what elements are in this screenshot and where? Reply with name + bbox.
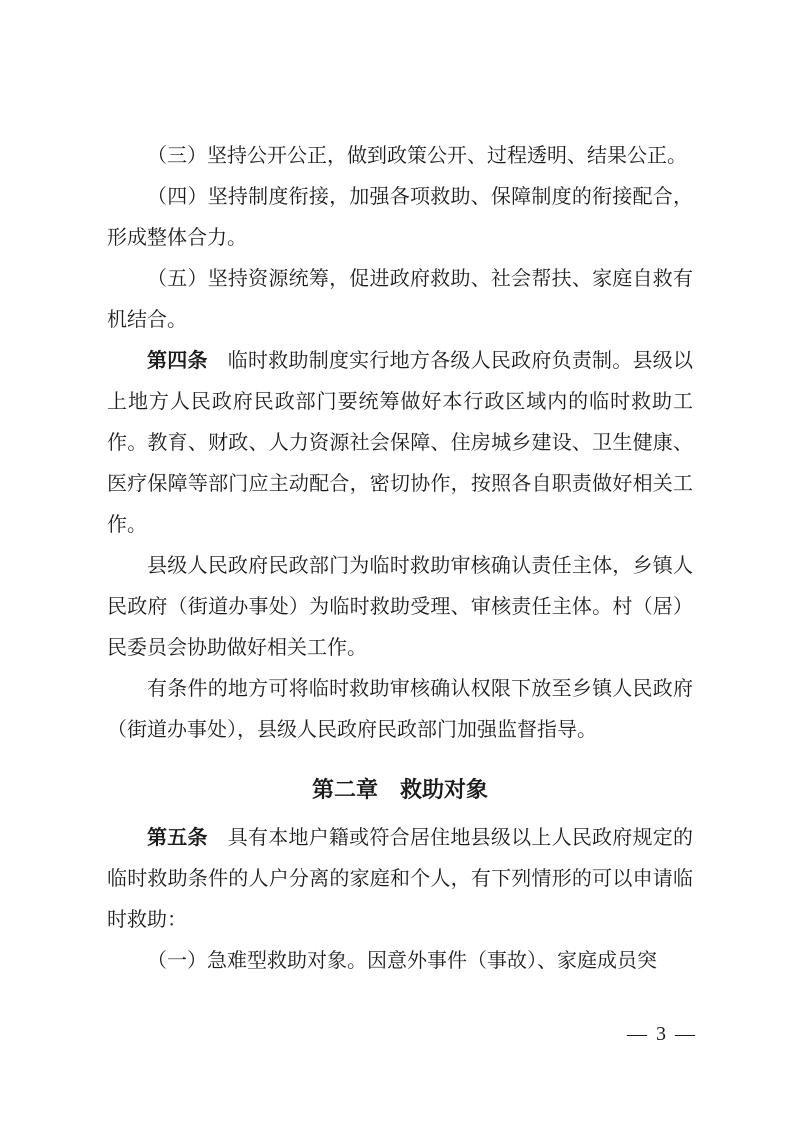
principle-item-3-paragraph: （三）坚持公开公正，做到政策公开、过程透明、结果公正。 (147, 145, 687, 167)
responsibility-bodies-paragraph: 县级人民政府民政部门为临时救助审核确认责任主体，乡镇人民政府（街道办事处）为临时救助受理、审核责任主体。村（居）民委员会协助做好相关工作。 (107, 555, 693, 659)
article-4-text: 临时救助制度实行地方各级人民政府负责制。县级以上地方人民政府民政部门要统筹做好本行政区域内的临时救助工作。教育、财政、人力资源社会保障、住房城乡建设、卫生健康、医疗保障等部门应主动配合，密切协作，按照各自职责做好相关工作。 (107, 350, 694, 536)
chapter-2-heading: 第二章 救助对象 (311, 777, 488, 802)
authority-delegation-paragraph: 有条件的地方可将临时救助审核确认权限下放至乡镇人民政府（街道办事处），县级人民政府民政部门加强监督指导。 (107, 678, 693, 741)
article-4-paragraph (107, 341, 693, 546)
emergency-type-item-paragraph: （一）急难型救助对象。因意外事件（事故）、家庭成员突 (147, 950, 657, 972)
document-body (107, 136, 693, 982)
principle-item-4-paragraph: （四）坚持制度衔接，加强各项救助、保障制度的衔接配合，形成整体合力。 (107, 186, 693, 249)
article-4-label: 第四条 (147, 350, 208, 372)
page-number: — 3 — (627, 1023, 697, 1045)
article-5-paragraph (107, 818, 693, 941)
principle-item-5-paragraph: （五）坚持资源统筹，促进政府救助、社会帮扶、家庭自救有机结合。 (107, 268, 693, 331)
article-5-text: 具有本地户籍或符合居住地县级以上人民政府规定的临时救助条件的人户分离的家庭和个人，有下列情形的可以申请临时救助： (107, 827, 694, 931)
article-5-label: 第五条 (147, 827, 208, 849)
